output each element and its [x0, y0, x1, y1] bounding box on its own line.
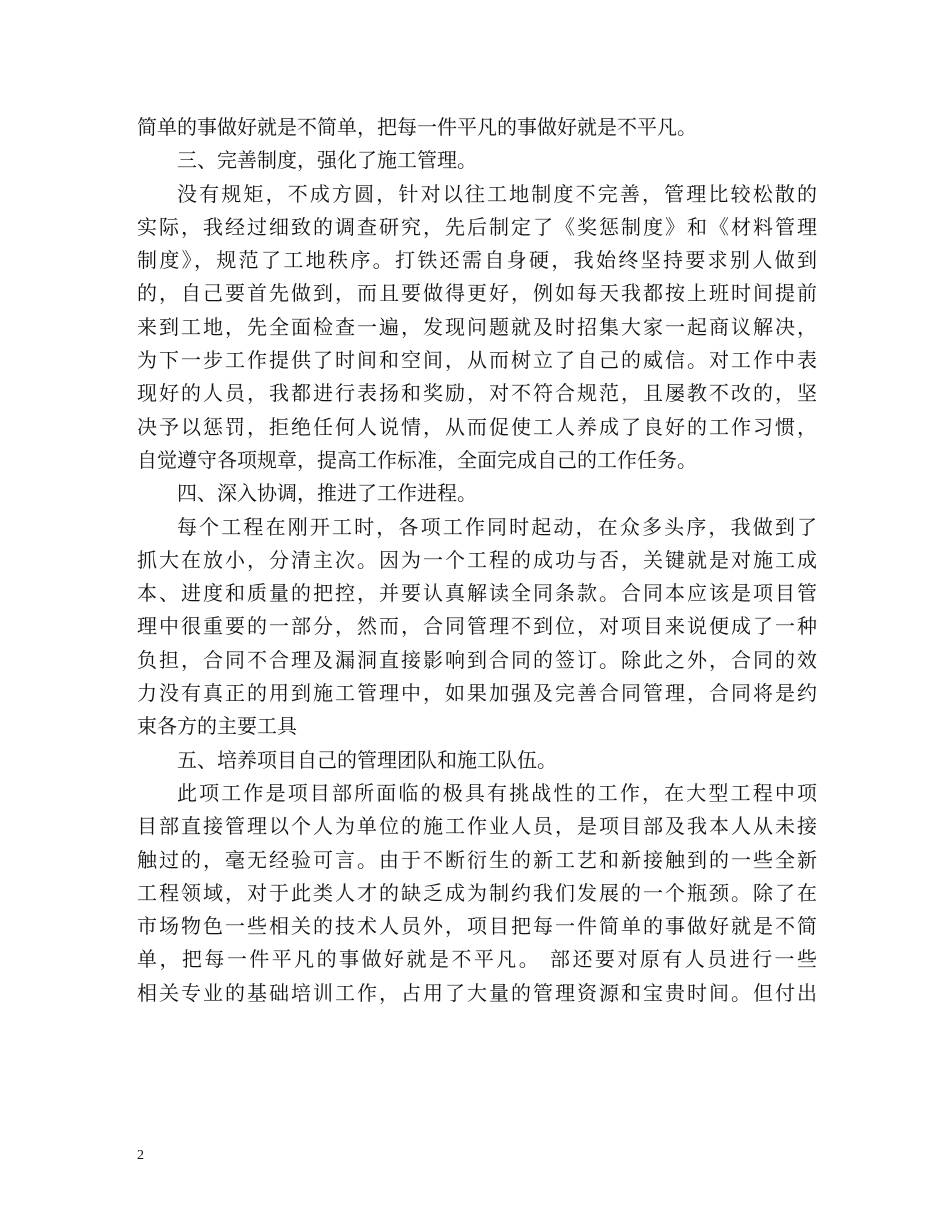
- text-line: 此项工作是项目部所面临的极具有挑战性的工作，在大型工程中项: [177, 780, 817, 805]
- text-line: 的，自己要首先做到，而且要做得更好，例如每天我都按上班时间提前: [137, 281, 817, 306]
- text-line: 自觉遵守各项规章，提高工作标准，全面完成自己的工作任务。: [137, 447, 697, 472]
- text-line: 实际，我经过细致的调查研究，先后制定了《奖惩制度》和《材料管理: [137, 214, 817, 239]
- text-line: 四、深入协调，推进了工作进程。: [177, 481, 477, 506]
- text-line: 五、培养项目自己的管理团队和施工队伍。: [177, 747, 557, 772]
- text-line: 工程领域，对于此类人才的缺乏成为制约我们发展的一个瓶颈。除了在: [137, 880, 817, 905]
- text-line: 每个工程在刚开工时，各项工作同时起动，在众多头序，我做到了: [177, 514, 817, 539]
- text-line: 相关专业的基础培训工作，占用了大量的管理资源和宝贵时间。但付出: [137, 980, 817, 1005]
- text-line: 目部直接管理以个人为单位的施工作业人员，是项目部及我本人从未接: [137, 814, 817, 839]
- text-line: 负担，合同不合理及漏洞直接影响到合同的签订。除此之外，合同的效: [137, 647, 817, 672]
- text-line: 束各方的主要工具: [137, 714, 297, 739]
- text-line: 本、进度和质量的把控，并要认真解读全同条款。合同本应该是项目管: [137, 581, 817, 606]
- text-line: 制度》，规范了工地秩序。打铁还需自身硬，我始终坚持要求别人做到: [137, 248, 817, 273]
- text-line: 触过的，毫无经验可言。由于不断衍生的新工艺和新接触到的一些全新: [137, 847, 817, 872]
- text-line: 理中很重要的一部分，然而，合同管理不到位，对项目来说便成了一种: [137, 614, 817, 639]
- text-line: 来到工地，先全面检查一遍，发现问题就及时招集大家一起商议解决，: [137, 314, 817, 339]
- text-line: 三、完善制度，强化了施工管理。: [177, 148, 477, 173]
- text-line: 简单的事做好就是不简单，把每一件平凡的事做好就是不平凡。: [137, 115, 697, 139]
- text-line: 抓大在放小，分清主次。因为一个工程的成功与否，关键就是对施工成: [137, 547, 817, 572]
- body-text: [137, 111, 817, 1010]
- text-line: 决予以惩罚，拒绝任何人说情，从而促使工人养成了良好的工作习惯，: [137, 414, 817, 439]
- text-line: 单，把每一件平凡的事做好就是不平凡。 部还要对原有人员进行一些: [137, 947, 817, 972]
- text-line: 没有规矩，不成方圆，针对以往工地制度不完善，管理比较松散的: [177, 181, 817, 206]
- page-number: 2: [137, 1148, 144, 1163]
- text-line: 市场物色一些相关的技术人员外，项目把每一件简单的事做好就是不简: [137, 914, 817, 939]
- text-line: 力没有真正的用到施工管理中，如果加强及完善合同管理，合同将是约: [137, 681, 817, 706]
- text-line: 为下一步工作提供了时间和空间，从而树立了自己的威信。对工作中表: [137, 348, 817, 373]
- text-line: 现好的人员，我都进行表扬和奖励，对不符合规范，且屡教不改的，坚: [137, 381, 817, 406]
